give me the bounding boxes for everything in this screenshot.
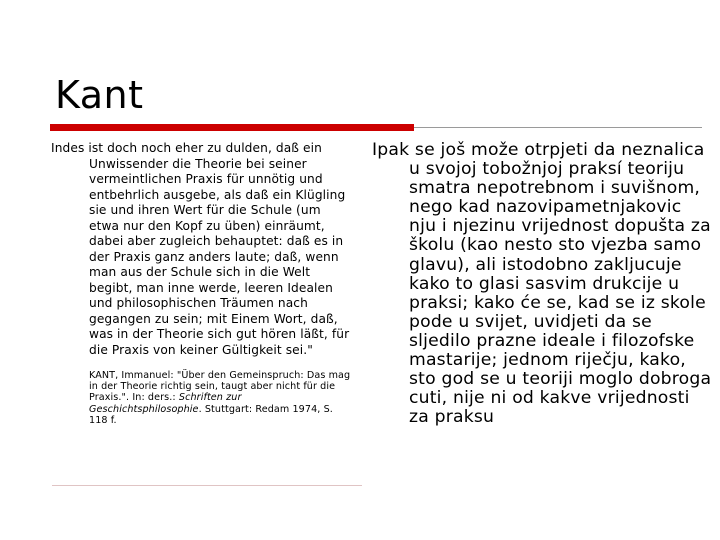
citation-prefix: KANT, Immanuel: "Über den Gemeinspruch: Das mag in der Theorie richtig sein, taugt aber nicht für die Praxis.". In: ders.:: [89, 370, 351, 404]
title-rule: [414, 127, 702, 128]
title-accent-bar: [50, 124, 414, 131]
croatian-column: [372, 141, 712, 427]
german-quote: Indes ist doch noch eher zu dulden, daß ein Unwissender die Theorie bei seiner vermeintlichen Praxis für unnötig und entbehrlich ausgebe, als daß ein Klügling sie und ihren Wert für die Schule (um etwa nur den Kopf zu üben) einräumt, dabei aber zugleich behauptet: daß es in der Praxis ganz anders laute; daß, wenn man aus der Schule sich in die Welt begibt, man inne werde, leeren Idealen und philosophischen Träumen nach gegangen zu sein; mit Einem Wort, daß, was in der Theorie sich gut hören läßt, für die Praxis von keiner Gültigkeit sei.": [51, 141, 350, 357]
citation: [89, 370, 354, 426]
column-divider: [52, 485, 362, 486]
slide-title: Kant: [55, 73, 144, 117]
citation-book-title: Schriften zur Geschichtsphilosophie: [89, 392, 242, 415]
croatian-translation: Ipak se još može otrpjeti da neznalica u svojoj tobožnjoj praksí teoriju smatra nepotrebnom i suvišnom, nego kad nazovipametnjakovic nju i njezinu vrijednost dopušta za školu (kao nesto sto vjezba samo glavu), ali istodobno zaklјucuje kako to glasi sasvim drukcije u praksi; kako će se, kad se iz skole pode u svijet, uvidjeti da se sljedilo prazne ideale i filozofske mastarije; jednom riječju, kako, sto god se u teoriji moglo dobroga cuti, nije ni od kakve vrijednosti za praksu: [372, 140, 712, 428]
citation-suffix: . Stuttgart: Redam 1974, S. 118 f.: [89, 403, 333, 426]
german-column: [51, 141, 351, 426]
